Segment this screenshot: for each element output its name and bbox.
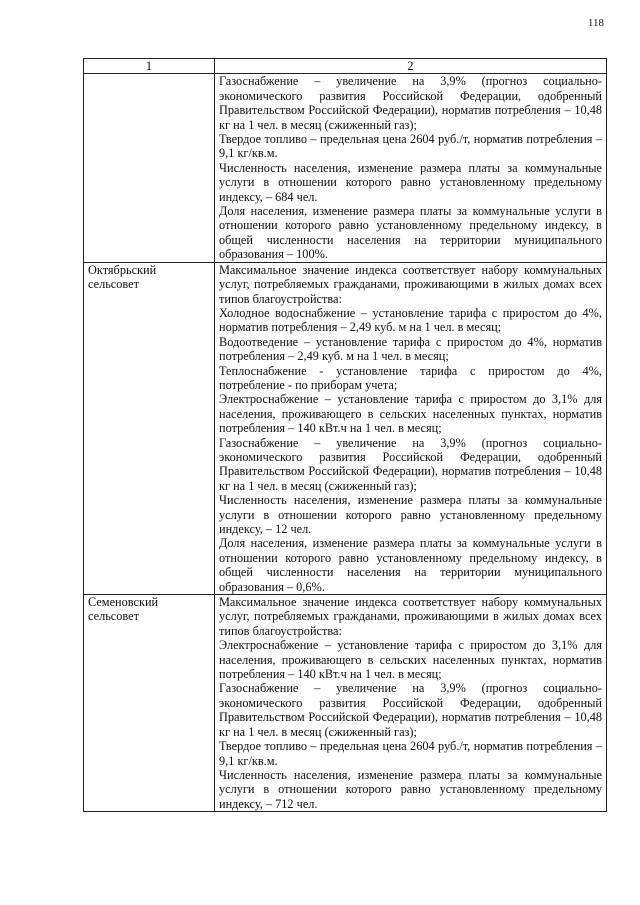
table-row bbox=[84, 74, 607, 262]
column-header: 2 bbox=[215, 59, 607, 74]
description-cell bbox=[215, 74, 607, 262]
paragraph: Теплоснабжение - установление тарифа с приростом до 4%, потребление - по приборам учета; bbox=[219, 363, 602, 392]
table-header-row bbox=[84, 59, 607, 74]
paragraph: Водоотведение – установление тарифа с приростом до 4%, норматив потребления – 2,49 куб. м на 1 чел. в месяц; bbox=[219, 334, 602, 364]
paragraph: Твердое топливо – предельная цена 2604 руб./т, норматив потребления – 9,1 кг/кв.м. bbox=[219, 739, 602, 768]
table-row bbox=[84, 262, 607, 594]
paragraph: Газоснабжение – увеличение на 3,9% (прогноз социально-экономического развития Российской Федерации, одобренный Правительством Российской Федерации), норматив потребления – 10,48 кг на 1 чел. в месяц (сжиженный газ); bbox=[219, 681, 602, 739]
paragraph: Максимальное значение индекса соответствует набору коммунальных услуг, потребляемых гражданами, проживающими в жилых домах всех типов благоустройства: bbox=[219, 262, 602, 306]
paragraph: Численность населения, изменение размера платы за коммунальные услуги в отношении которого равно установленному предельному индексу, – 12 чел. bbox=[219, 493, 602, 536]
paragraph: Численность населения, изменение размера платы за коммунальные услуги в отношении которого равно установленному предельному индексу, – 684 чел. bbox=[219, 160, 602, 204]
paragraph: Доля населения, изменение размера платы за коммунальные услуги в отношении которого равно установленному предельному индексу, в общей численности населения на территории муниципального образования – 100%. bbox=[219, 204, 602, 262]
table-row bbox=[84, 595, 607, 812]
paragraph: Численность населения, изменение размера платы за коммунальные услуги в отношении которого равно установленному предельному индексу, – 712 чел. bbox=[219, 767, 602, 811]
paragraph: Электроснабжение – установление тарифа с приростом до 3,1% для населения, проживающего в сельских населенных пунктах, норматив потребления – 140 кВт.ч на 1 чел. в месяц; bbox=[219, 638, 602, 682]
paragraph: Холодное водоснабжение – установление тарифа с приростом до 4%, норматив потребления – 2,49 куб. м на 1 чел. в месяц; bbox=[219, 305, 602, 335]
paragraph: Газоснабжение – увеличение на 3,9% (прогноз социально-экономического развития Российской Федерации, одобренный Правительством Российской Федерации), норматив потребления – 10,48 кг на 1 чел. в месяц (сжиженный газ); bbox=[219, 435, 602, 493]
index-table bbox=[83, 58, 607, 812]
column-header: 1 bbox=[84, 59, 215, 74]
description-cell bbox=[215, 595, 607, 812]
paragraph: Твердое топливо – предельная цена 2604 руб./т, норматив потребления – 9,1 кг/кв.м. bbox=[219, 132, 602, 161]
paragraph: Максимальное значение индекса соответствует набору коммунальных услуг, потребляемых гражданами, проживающими в жилых домах всех типов благоустройства: bbox=[219, 595, 602, 638]
paragraph: Электроснабжение – установление тарифа с приростом до 3,1% для населения, проживающего в сельских населенных пунктах, норматив потребления – 140 кВт.ч на 1 чел. в месяц; bbox=[219, 392, 602, 436]
municipality-cell: Октябрьский сельсовет bbox=[84, 262, 215, 594]
paragraph: Доля населения, изменение размера платы за коммунальные услуги в отношении которого равно установленному предельному индексу, в общей численности населения на территории муниципального образования – 0,6%. bbox=[219, 536, 602, 594]
paragraph: Газоснабжение – увеличение на 3,9% (прогноз социально-экономического развития Российской Федерации, одобренный Правительством Российской Федерации), норматив потребления – 10,48 кг на 1 чел. в месяц (сжиженный газ); bbox=[219, 74, 602, 132]
page-number: 118 bbox=[587, 17, 604, 29]
municipality-cell bbox=[84, 74, 215, 262]
municipality-cell: Семеновский сельсовет bbox=[84, 595, 215, 812]
description-cell bbox=[215, 262, 607, 594]
